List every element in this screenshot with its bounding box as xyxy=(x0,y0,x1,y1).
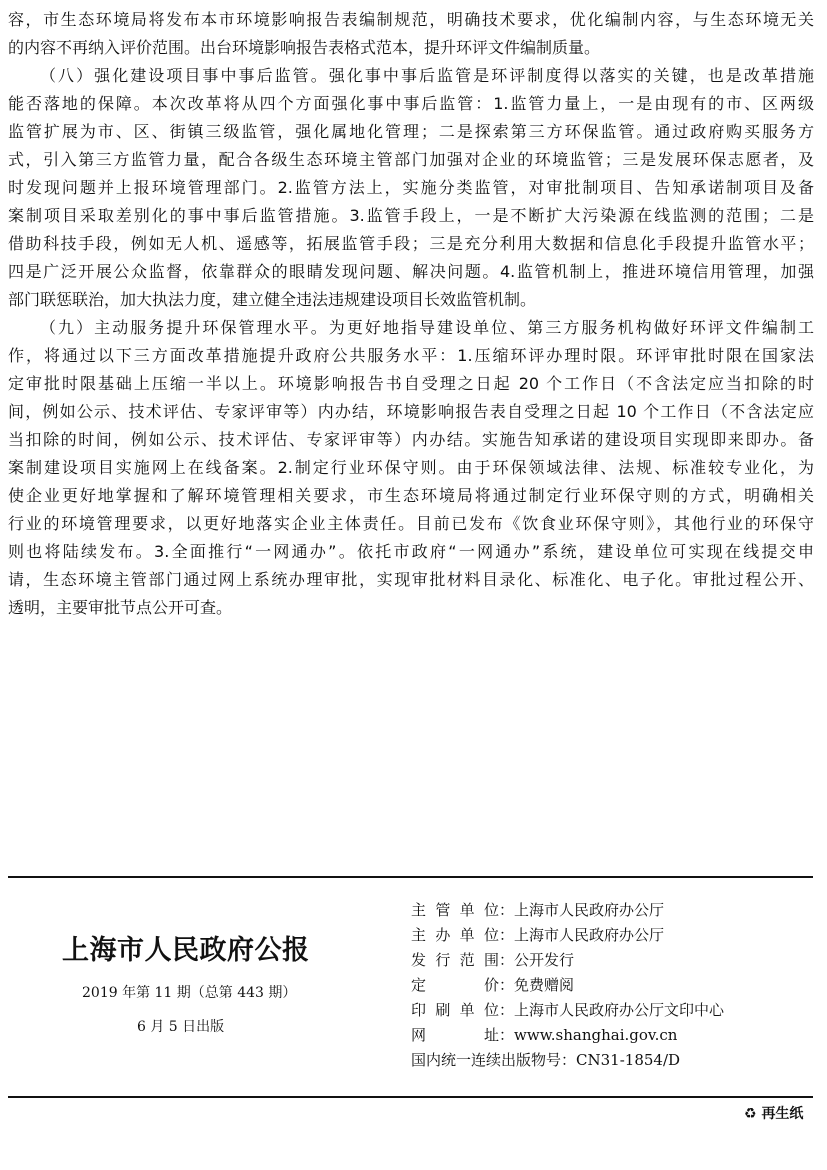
section-heading-9: （九）主动服务提升环保管理水平。 xyxy=(40,318,329,337)
info-label: 定价 xyxy=(411,976,499,994)
text-line: 四是广泛开展公众监督，依靠群众的眼睛发现问题、解决问题。4.监管机制上，推进环境信用管理，加强 xyxy=(8,262,814,281)
info-label: 主办单位 xyxy=(411,926,499,944)
info-label: 网址 xyxy=(411,1026,499,1044)
text-line: 监管扩展为市、区、街镇三级监管，强化属地化管理；二是探索第三方环保监管。通过政府购买服务方 xyxy=(8,122,814,141)
text-line: 当扣除的时间，例如公示、技术评估、专家评审等）内办结。实施告知承诺的建设项目实现即来即办。备 xyxy=(8,430,814,449)
publish-date: 6 月 5 日出版 xyxy=(137,1019,225,1035)
recycled-paper-label: 再生纸 xyxy=(761,1106,804,1122)
text-line: 能否落地的保障。本次改革将从四个方面强化事中事后监管：1.监管力量上，一是由现有的市、区两级 xyxy=(8,94,814,113)
info-row: 主管单位：上海市人民政府办公厅 xyxy=(411,898,724,923)
text-span: 强化事中事后监管是环评制度得以落实的关键，也是改革措施 xyxy=(328,66,814,85)
info-label: 印刷单位 xyxy=(411,1001,499,1019)
recycle-icon: ♻ xyxy=(744,1106,757,1122)
text-line: 案制项目采取差别化的事中事后监管措施。3.监管手段上，一是不断扩大污染源在线监测的范围；二是 xyxy=(8,206,814,225)
masthead-title: 上海市人民政府公报 xyxy=(62,935,310,966)
text-line: 借助科技手段，例如无人机、遥感等，拓展监管手段；三是充分利用大数据和信息化手段提升监管水平； xyxy=(8,234,814,253)
info-row: 发行范围：公开发行 xyxy=(411,948,724,973)
recycled-paper-mark xyxy=(744,1103,803,1123)
issue-number: 2019 年第 11 期（总第 443 期） xyxy=(82,985,297,1001)
info-row: 主办单位：上海市人民政府办公厅 xyxy=(411,923,724,948)
text-line: 请，生态环境主管部门通过网上系统办理审批，实现审批材料目录化、标准化、电子化。审批过程公开、 xyxy=(8,570,814,589)
text-line: 式，引入第三方监管力量，配合各级生态环境主管部门加强对企业的环境监管；三是发展环保志愿者，及 xyxy=(8,150,814,169)
text-line: 行业的环境管理要求，以更好地落实企业主体责任。目前已发布《饮食业环保守则》，其他行业的环保守 xyxy=(8,514,814,533)
top-divider xyxy=(8,876,813,878)
text-line: 案制建设项目实施网上在线备案。2.制定行业环保守则。由于环保领域法律、法规、标准较专业化，为 xyxy=(8,458,814,477)
info-row: 印刷单位：上海市人民政府办公厅文印中心 xyxy=(411,998,724,1023)
info-label: 国内统一连续出版物号 xyxy=(411,1051,562,1069)
info-label: 发行范围 xyxy=(411,951,499,969)
publication-info xyxy=(411,898,724,1073)
article-body xyxy=(8,6,814,622)
text-line: 透明，主要审批节点公开可查。 xyxy=(8,598,233,617)
text-line: 时发现问题并上报环境管理部门。2.监管方法上，实施分类监管，对审批制项目、告知承诺制项目及备 xyxy=(8,178,814,197)
text-line: 则也将陆续发布。3.全面推行“一网通办”。依托市政府“一网通办”系统，建设单位可实现在线提交申 xyxy=(8,542,814,561)
info-label: 主管单位 xyxy=(411,901,499,919)
info-value: 上海市人民政府办公厅 xyxy=(514,901,665,919)
text-line: 作，将通过以下三方面改革措施提升政府公共服务水平：1.压缩环评办理时限。环评审批时限在国家法 xyxy=(8,346,814,365)
info-value: CN31-1854/D xyxy=(576,1051,681,1069)
text-line xyxy=(8,314,814,342)
text-line xyxy=(8,62,814,90)
info-value: 上海市人民政府办公厅文印中心 xyxy=(514,1001,725,1019)
info-value: 上海市人民政府办公厅 xyxy=(514,926,665,944)
text-line: 使企业更好地掌握和了解环境管理相关要求，市生态环境局将通过制定行业环保守则的方式，明确相关 xyxy=(8,486,814,505)
info-value: 公开发行 xyxy=(514,951,575,969)
info-row: 国内统一连续出版物号：CN31-1854/D xyxy=(411,1051,681,1069)
text-line: 的内容不再纳入评价范围。出台环境影响报告表格式范本，提升环评文件编制质量。 xyxy=(8,38,601,57)
info-value: 免费赠阅 xyxy=(514,976,575,994)
info-row: 网址：www.shanghai.gov.cn xyxy=(411,1023,724,1048)
text-line: 容，市生态环境局将发布本市环境影响报告表编制规范，明确技术要求，优化编制内容，与生态环境无关 xyxy=(8,10,814,29)
website-link[interactable]: www.shanghai.gov.cn xyxy=(514,1026,678,1044)
text-line: 部门联惩联治，加大执法力度，建立健全违法违规建设项目长效监管机制。 xyxy=(8,290,537,309)
section-heading-8: （八）强化建设项目事中事后监管。 xyxy=(40,66,329,85)
text-line: 间，例如公示、技术评估、专家评审等）内办结，环境影响报告表自受理之日起 10 个工作日（不含法定应 xyxy=(8,402,814,421)
text-line: 定审批时限基础上压缩一半以上。环境影响报告书自受理之日起 20 个工作日（不含法定应当扣除的时 xyxy=(8,374,814,393)
bottom-divider xyxy=(8,1096,813,1098)
text-span: 为更好地指导建设单位、第三方服务机构做好环评文件编制工 xyxy=(328,318,814,337)
info-row: 定价：免费赠阅 xyxy=(411,973,724,998)
